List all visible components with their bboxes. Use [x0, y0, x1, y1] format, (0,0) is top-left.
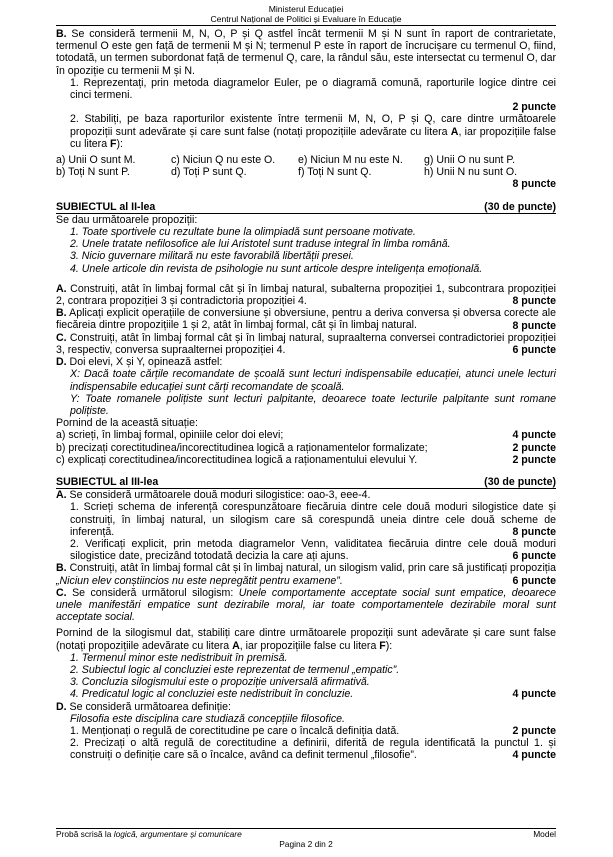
s1b-prop: g) Unii O nu sunt P.: [424, 154, 516, 167]
s1b-prop: b) Toți N sunt P.: [56, 166, 130, 179]
page-footer: [56, 828, 556, 849]
s2-task-c: C. Construiți, atât în limbaj formal cât și în limbaj natural, supraalterna conversei contradictoriei propoziției 3, respectiv, conversa supraalternei propoziției 4.: [56, 331, 556, 356]
s3-task-b: B. Construiți, atât în limbaj formal cât și în limbaj natural, un silogism valid, prin care să justificați propoziția „Niciun elev conștiincios nu este nepregătit pentru examene”.: [56, 562, 556, 587]
section2: [56, 214, 556, 466]
section1-part-b: [56, 28, 556, 191]
s3-b-points: 6 puncte: [512, 574, 556, 587]
footer-model: Model: [533, 829, 556, 839]
exam-page: [56, 4, 556, 762]
s2-propositions: [56, 226, 556, 275]
s3-c-prop: 1. Termenul minor este nedistribuit în premisă.: [70, 651, 288, 664]
s1b-item2: 2. Stabiliți, pe baza raporturilor existente între termenii M, N, O, P și Q, care dintre următoarele propoziții sunt adevărate și care sunt false (notați propozițiile adevărate cu litera A, iar propozițiile false cu litera F):: [70, 113, 556, 150]
page-header: [56, 4, 556, 26]
s2-prop: 4. Unele articole din revista de psihologie nu sunt articole despre inteligența emoțională.: [70, 262, 483, 275]
s1b-item1: 1. Reprezentați, prin metoda diagramelor Euler, pe o diagramă comună, raporturile logice dintre cei cinci termeni.: [70, 76, 556, 102]
s3-d2-points: 4 puncte: [512, 749, 556, 762]
s2-opinion-y: Y: Toate romanele polițiste sunt lecturi palpitante, deoarece toate lecturile palpitante sunt romane polițiste.: [70, 392, 556, 417]
s2-intro: Se dau următoarele propoziții:: [56, 213, 198, 226]
s2-opinion-x: X: Dacă toate cărțile recomandate de școală sunt lecturi indispensabile educației, atunci unele lecturi indispensabile educației sunt cărți recomandate de școală.: [70, 368, 556, 393]
footer-page-number: Pagina 2 din 2: [279, 839, 333, 849]
s2-prop: 1. Toate sportivele cu rezultate bune la olimpiadă sunt persoane motivate.: [70, 226, 416, 239]
s1b-intro: B. Se consideră termenii M, N, O, P și Q astfel încât termenii M și N sunt în raport de contrarietate, termenul O este gen față de termenii M și N; termenul P este în raport de încrucișare cu termenul O, fiind, totodată, un termen subordonat față de termenul Q, care, la rândul său, este intersectat cu termenul O, dar în opoziție cu termenii M și N.: [56, 28, 556, 77]
s2-pornind: Pornind de la această situație:: [56, 417, 198, 430]
s2-task-c-points: 6 puncte: [512, 343, 556, 356]
s1b-propositions: [56, 154, 556, 178]
s3-a1-points: 8 puncte: [512, 525, 556, 538]
header-ministry: Ministerul Educației: [268, 4, 344, 14]
s1b-prop: h) Unii N nu sunt O.: [424, 166, 518, 179]
s1b-prop: c) Niciun Q nu este O.: [171, 154, 276, 167]
s3-c-prop: 3. Concluzia silogismului este o propoziție universală afirmativă.: [70, 676, 370, 689]
s2-task-b-points: 8 puncte: [512, 319, 556, 332]
s3-c-prop-last: 4. Predicatul logic al concluziei este nedistribuit în concluzie. 4 puncte: [70, 688, 556, 701]
s3-d2: 2. Precizați o altă regulă de corectitudine a definirii, diferită de regula identificată la punctul 1. și construiți o definiție care să o încalce, având ca definit termenul „filosofie”.: [70, 737, 556, 762]
s3-c-instruction: Pornind de la silogismul dat, stabiliți care dintre următoarele propoziții sunt adevărate și care sunt false (notați propozițiile adevărate cu litera A, iar propozițiile false cu litera F):: [56, 627, 556, 652]
section3: [56, 489, 556, 762]
s3-a2-points: 6 puncte: [512, 550, 556, 563]
footer-exam-name: Probă scrisă la logică, argumentare și comunicare: [56, 829, 242, 839]
s2-task-b: B. Aplicați explicit operațiile de conversiune și obversiune, pentru a deriva conversa și obversa corecte ale fiecăreia dintre propozițiile 1 și 2, atât în limbaj formal, cât și în limbaj natural.: [56, 307, 556, 332]
s2-prop: 2. Unele tratate nefilosofice ale lui Aristotel sunt traduse integral în limba română.: [70, 238, 451, 251]
s2-subtask: a) scrieți, în limbaj formal, opiniile celor doi elevi; 4 puncte: [56, 429, 556, 442]
s2-task-d: D. Doi elevi, X și Y, opinează astfel:: [56, 356, 223, 369]
s3-a1: 1. Scrieți schema de inferență corespunzătoare fiecăruia dintre cele două moduri silogistice date și construiți, în limbaj natural, un silogism care să corespundă uneia dintre cele două scheme de inferență.: [70, 501, 556, 538]
s3-task-d: D. Se consideră următoarea definiție:: [56, 700, 231, 713]
s2-prop: 3. Nicio guvernare militară nu este favorabilă libertății presei.: [70, 250, 354, 263]
s1b-prop: d) Toți P sunt Q.: [171, 166, 247, 179]
s2-subtask: c) explicați corectitudinea/incorectitudinea logică a raționamentului elevului Y. 2 puncte: [56, 453, 556, 466]
header-center: Centrul Național de Politici și Evaluare în Educație: [56, 14, 556, 26]
s3-task-c: C. Se consideră următorul silogism: Unele comportamente acceptate social sunt empatice, deoarece unele manifestări empatice sunt dezirabile moral, iar toate comportamentele dezirabile moral sunt acceptate social.: [56, 586, 556, 624]
s3-task-a: A. Se consideră următoarele două moduri silogistice: oao-3, eee-4.: [56, 489, 371, 502]
s1b-prop: e) Niciun M nu este N.: [298, 154, 403, 167]
section2-title: SUBIECTUL al II-lea (30 de puncte): [56, 200, 556, 213]
s3-d-definition: Filosofia este disciplina care studiază concepțiile filosofice.: [70, 712, 345, 725]
s1b-props-points: 8 puncte: [512, 178, 556, 191]
s3-a2: 2. Verificați explicit, prin metoda diagramelor Venn, validitatea fiecăruia dintre cele două moduri silogistice date, precizând totodată decizia la care ați ajuns.: [70, 537, 556, 563]
s1b-item1-points: 2 puncte: [512, 101, 556, 114]
s2-task-a-points: 8 puncte: [512, 295, 556, 308]
s1b-prop: f) Toți N sunt Q.: [298, 166, 372, 179]
s2-subtask: b) precizați corectitudinea/incorectitudinea logică a raționamentelor formalizate; 2 puncte: [56, 441, 556, 454]
s3-c-prop: 2. Subiectul logic al concluziei este reprezentat de termenul „empatic”.: [70, 664, 400, 677]
s2-task-a: A. Construiți, atât în limbaj formal cât și în limbaj natural, subalterna propoziției 1, subcontrara propoziției 2, contrara propoziției 3 și contradictoria propoziției 4.: [56, 282, 556, 308]
s1b-prop: a) Unii O sunt M.: [56, 154, 136, 167]
section3-title: SUBIECTUL al III-lea (30 de puncte): [56, 475, 556, 488]
s3-d1: 1. Menționați o regulă de corectitudine pe care o încalcă definiția dată. 2 puncte: [70, 725, 556, 738]
